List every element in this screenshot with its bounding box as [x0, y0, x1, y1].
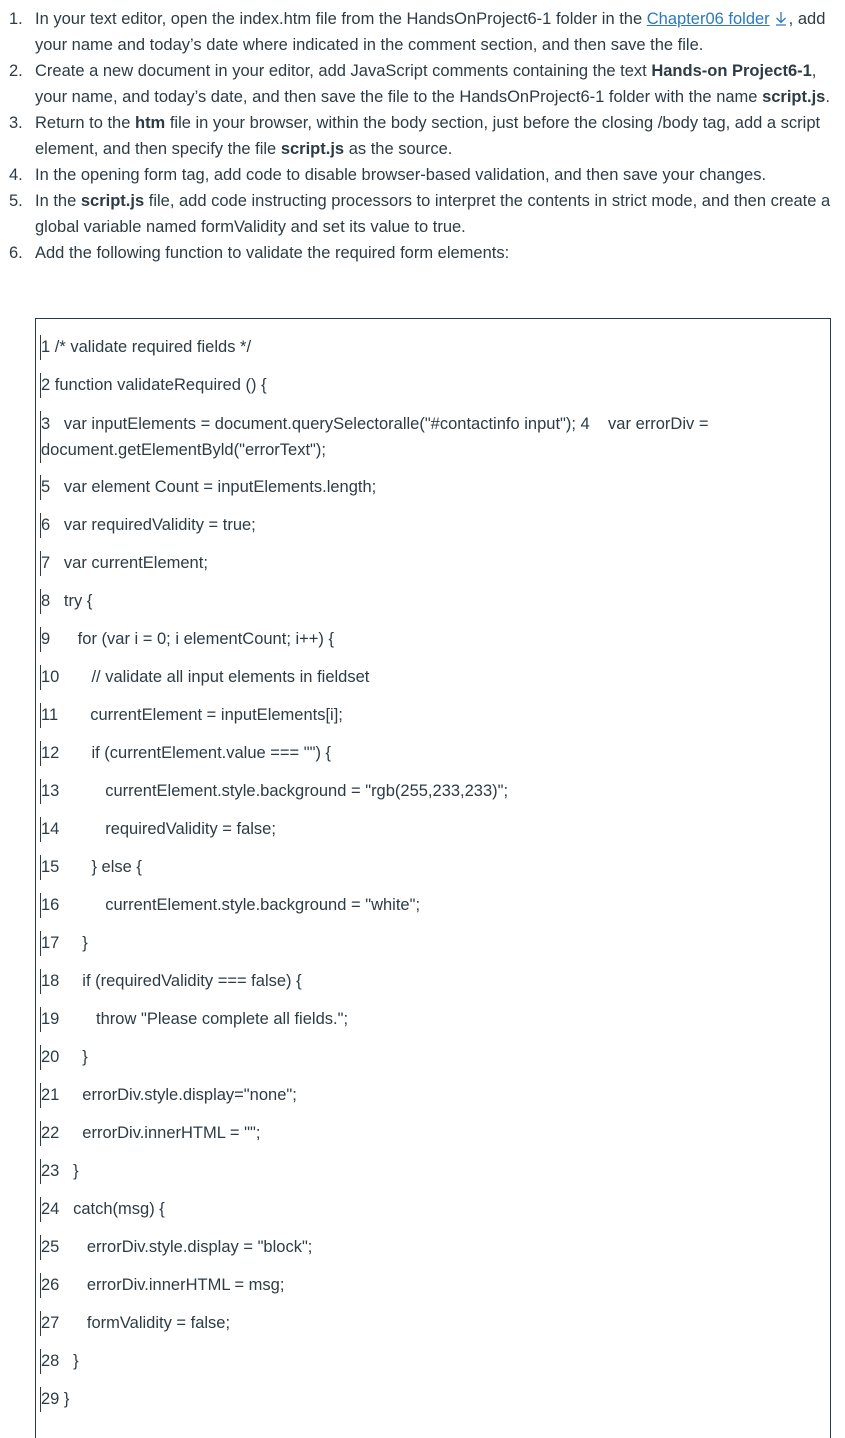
- instruction-list: [0, 6, 845, 266]
- step-number: 6.: [9, 244, 23, 262]
- step-number: 1.: [9, 10, 23, 28]
- code-line: 15 } else {: [40, 855, 830, 880]
- step-2: [0, 58, 845, 110]
- code-line: 25 errorDiv.style.display = "block";: [40, 1235, 830, 1260]
- step-text: .: [825, 88, 830, 106]
- code-line: 1 /* validate required fields */: [40, 335, 830, 360]
- code-line: 29 }: [40, 1387, 830, 1412]
- code-line: 9 for (var i = 0; i elementCount; i++) {: [40, 627, 830, 652]
- code-line: 22 errorDiv.innerHTML = "";: [40, 1121, 830, 1146]
- code-line: 20 }: [40, 1045, 830, 1070]
- code-line: 24 catch(msg) {: [40, 1197, 830, 1222]
- code-line: 12 if (currentElement.value === "") {: [40, 741, 830, 766]
- step-text: file, add code instructing processors to interpret the contents in strict mode, and then create a global variable named formValidity and set its value to true.: [35, 192, 831, 236]
- step-3: [0, 110, 845, 162]
- code-line: 27 formValidity = false;: [40, 1311, 830, 1336]
- step-1: [0, 6, 845, 58]
- step-number: 4.: [9, 166, 23, 184]
- code-line: 19 throw "Please complete all fields.";: [40, 1007, 830, 1032]
- step-number: 3.: [9, 114, 23, 132]
- code-line: 17 }: [40, 931, 830, 956]
- step-text: In the: [35, 192, 81, 210]
- step-text: Add the following function to validate the required form elements:: [35, 244, 510, 262]
- code-line: 16 currentElement.style.background = "white";: [40, 893, 830, 918]
- code-line: 21 errorDiv.style.display="none";: [40, 1083, 830, 1108]
- code-line: 11 currentElement = inputElements[i];: [40, 703, 830, 728]
- code-line: 10 // validate all input elements in fieldset: [40, 665, 830, 690]
- code-line: 6 var requiredValidity = true;: [40, 513, 830, 538]
- step-bold-text: script.js: [280, 140, 345, 158]
- code-line: 8 try {: [40, 589, 830, 614]
- step-text: In your text editor, open the index.htm file from the HandsOnProject6-1 folder in the: [35, 10, 647, 28]
- step-text: file in your browser, within the body section, just before the closing /body tag, add a script element, and then specify the file: [35, 114, 821, 158]
- code-line: 23 }: [40, 1159, 830, 1184]
- download-icon[interactable]: [773, 8, 789, 24]
- code-line: 14 requiredValidity = false;: [40, 817, 830, 842]
- code-line: 2 function validateRequired () {: [40, 373, 830, 398]
- step-text: Return to the: [35, 114, 135, 132]
- step-text: , add your name and today’s date where indicated in the comment section, and then save the file.: [35, 10, 826, 54]
- step-bold-text: htm: [134, 114, 166, 132]
- code-line: 28 }: [40, 1349, 830, 1374]
- step-number: 5.: [9, 192, 23, 210]
- step-4: [0, 162, 845, 188]
- step-text: as the source.: [344, 140, 453, 158]
- chapter-folder-link[interactable]: Chapter06 folder: [646, 10, 770, 28]
- step-text: , your name, and today’s date, and then save the file to the HandsOnProject6-1 folder with the name: [35, 62, 817, 106]
- code-listing: [35, 318, 831, 1438]
- step-5: [0, 188, 845, 240]
- step-6: [0, 240, 845, 266]
- code-line: 26 errorDiv.innerHTML = msg;: [40, 1273, 830, 1298]
- step-bold-text: Hands-on Project6-1: [651, 62, 812, 80]
- code-line: 13 currentElement.style.background = "rgb(255,233,233)";: [40, 779, 830, 804]
- code-line: 18 if (requiredValidity === false) {: [40, 969, 830, 994]
- code-line: 5 var element Count = inputElements.length;: [40, 475, 830, 500]
- code-line: 3 var inputElements = document.querySelectoralle("#contactinfo input"); 4 var errorDiv = document.getElementByld("errorText");: [40, 411, 830, 463]
- step-bold-text: script.js: [80, 192, 145, 210]
- code-line: 7 var currentElement;: [40, 551, 830, 576]
- step-text: Create a new document in your editor, add JavaScript comments containing the text: [35, 62, 652, 80]
- step-number: 2.: [9, 62, 23, 80]
- step-text: In the opening form tag, add code to disable browser-based validation, and then save your changes.: [35, 166, 767, 184]
- step-bold-text: script.js: [762, 88, 826, 106]
